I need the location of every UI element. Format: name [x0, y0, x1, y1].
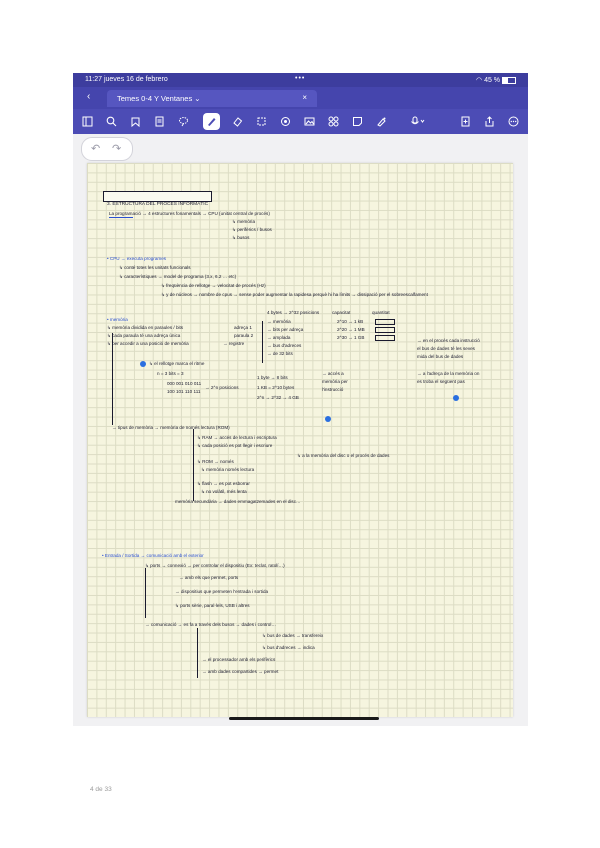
- note-line: memòria per: [322, 379, 348, 384]
- note-line: → registre: [223, 341, 245, 346]
- page-title: 3. ESTRUCTURA DEL PROCES INFORMÀTIC: [103, 191, 212, 202]
- back-icon[interactable]: ‹: [87, 91, 91, 102]
- shapes-icon[interactable]: [277, 113, 294, 130]
- share-icon[interactable]: [481, 113, 498, 130]
- note-line: → dispositius que permeten l'entrada i sortida: [175, 589, 269, 594]
- sticky-note-icon[interactable]: [349, 113, 366, 130]
- note-line: → tipus de memòria → memòria de només lectura (ROM): [112, 425, 230, 430]
- note-line: 2^30 → 1 GB: [337, 335, 365, 340]
- undo-icon[interactable]: ↶: [91, 143, 101, 155]
- note-line: ↳ y de núcleos → nombre de cpus → sense poder augmentar la rapidesa perquè hi ha límits → dissipació per el sobreescalfament: [161, 292, 428, 297]
- note-line: 1 KB = 2^10 bytes: [257, 385, 295, 390]
- add-page-icon[interactable]: [457, 113, 474, 130]
- note-line: → 2^n posicions: [205, 385, 239, 390]
- note-line: • CPU → executa programes: [107, 256, 167, 261]
- note-line: n = 3 bits = 3: [157, 371, 184, 376]
- diagram-box: [375, 335, 395, 341]
- note-line: → de 32 bits: [267, 351, 293, 356]
- note-line: ↳ a la memòria del disc o el procés de dades: [297, 453, 390, 458]
- underline-stroke: [109, 217, 133, 218]
- note-line: 100 101 110 111: [167, 389, 201, 394]
- diagram-box: [375, 319, 395, 325]
- battery-percent: 45 %: [484, 77, 501, 84]
- note-line: → amb els que permet, ports: [179, 575, 239, 580]
- note-line: ↳ bus d'adreces → indica: [262, 645, 315, 650]
- note-line: → a l'adreça de la memòria on: [417, 371, 480, 376]
- status-bar: [73, 73, 528, 87]
- note-line: → bits per adreça: [267, 327, 304, 332]
- status-time: 11:27 jueves 16 de febrero: [85, 76, 168, 83]
- wifi-icon: ◠: [476, 77, 483, 84]
- note-line: 1 byte → 8 bits: [257, 375, 288, 380]
- note-line: ↳ perifèrics / busos: [232, 227, 272, 232]
- bracket-stroke: [193, 429, 194, 501]
- bracket-stroke: [262, 321, 263, 363]
- undo-redo-control: [81, 137, 133, 161]
- note-line: → comunicació → es fa a través dels busos → dades i control…: [145, 622, 276, 627]
- note-line: el bus de dades té les seves: [417, 346, 475, 351]
- note-line: ↳ ROM → només: [197, 459, 234, 464]
- note-line: → amplada: [267, 335, 291, 340]
- note-line: ↳ freqüència de rellotge → velocitat de procés (Hz): [161, 283, 266, 288]
- notebook-page[interactable]: [87, 163, 513, 793]
- note-line: ↳ RAM → accés de lectura i escriptura: [197, 435, 277, 440]
- note-line: ↳ flash → es pot esborrar: [197, 481, 250, 486]
- note-line: ↳ característiques → model de programa (3.x, 6.2 … etc): [119, 274, 237, 279]
- note-line: ↳ bus de dades → transfereix: [262, 633, 324, 638]
- note-line: 4 bytes → 2^32 posicions: [267, 310, 320, 315]
- note-line: l'instrucció: [322, 387, 344, 392]
- home-indicator[interactable]: [229, 717, 379, 720]
- crop-icon[interactable]: [253, 113, 270, 130]
- blue-circle-mark: [453, 395, 459, 401]
- note-line: → el processador amb els perifèrics: [202, 657, 276, 662]
- note-line: ↳ cada posició es pot llegir i escriure: [197, 443, 273, 448]
- note-line: ↳ ports sèrie, paral·lels, USB i altres: [175, 603, 250, 608]
- eraser-icon[interactable]: [229, 113, 246, 130]
- note-line: ↳ busos: [232, 235, 250, 240]
- redo-icon[interactable]: ↷: [112, 143, 122, 155]
- note-line: ↳ no volàtil, més lenta: [201, 489, 247, 494]
- note-line: quantitat: [372, 310, 390, 315]
- tab-bar: [73, 87, 528, 109]
- battery-icon: [502, 77, 516, 84]
- note-line: 000 001 010 011: [167, 381, 202, 386]
- lasso-icon[interactable]: [175, 113, 192, 130]
- note-line: 2^20 → 1 MB: [337, 327, 365, 332]
- more-icon[interactable]: [505, 113, 522, 130]
- pen-icon[interactable]: [203, 113, 220, 130]
- sidebar-icon[interactable]: [79, 113, 96, 130]
- note-line: → memòria: [267, 319, 291, 324]
- note-line: ↳ per accedir a una posició de memòria: [107, 341, 189, 346]
- note-line: → accés a: [322, 371, 344, 376]
- note-line: ↳ memòria dividida en paraules / bits: [107, 325, 184, 330]
- note-line: → amb dades compartides → permet: [202, 669, 279, 674]
- close-icon[interactable]: ×: [302, 93, 307, 102]
- highlighter-icon[interactable]: [373, 113, 390, 130]
- status-right: [476, 76, 516, 84]
- note-line: ↳ memòria: [232, 219, 255, 224]
- note-line: ↳ ports → connexió → per controlar el dispositiu (Ex: teclat, ratolí…): [145, 563, 285, 568]
- tab-title: Temes 0-4 Y Ventanes ⌄: [117, 94, 201, 103]
- blue-circle-mark: [140, 361, 146, 367]
- note-line: ↳ cada paraula té una adreça única: [107, 333, 181, 338]
- blue-circle-mark: [325, 416, 331, 422]
- note-line: capacitat: [332, 310, 351, 315]
- tab-document[interactable]: [107, 90, 317, 107]
- note-line: La programació → 4 estructures fonamentals → CPU (unitat central de procés): [109, 211, 270, 216]
- diagram-box: [375, 327, 395, 333]
- microphone-icon[interactable]: [407, 113, 429, 130]
- note-line: ↳ conté totes les unitats funcionals: [119, 265, 191, 270]
- note-line: adreça 1: [234, 325, 252, 330]
- elements-icon[interactable]: [325, 113, 342, 130]
- note-line: memòria secundària → dades emmagatzemades en el disc…: [175, 499, 301, 504]
- page-counter: 4 de 33: [90, 786, 112, 793]
- note-line: 2^10 → 1 kB: [337, 319, 364, 324]
- note-line: mida del bus de dades: [417, 354, 464, 359]
- image-icon[interactable]: [301, 113, 318, 130]
- toolbar: [73, 109, 528, 134]
- status-date: jueves 16 de febrero: [103, 76, 168, 83]
- note-line: ↳ memòria només lectura: [201, 467, 255, 472]
- note-line: paraula 2: [234, 333, 254, 338]
- note-line: • memòria: [107, 317, 128, 322]
- note-line: → bus d'adreces: [267, 343, 302, 348]
- search-icon[interactable]: [103, 113, 120, 130]
- bracket-stroke: [112, 333, 113, 425]
- bracket-stroke: [145, 568, 146, 618]
- note-line: es troba el següent pas: [417, 379, 465, 384]
- note-line: ↳ el rellotge marca el ritme: [149, 361, 205, 366]
- bracket-stroke: [197, 628, 198, 678]
- document-icon[interactable]: [151, 113, 168, 130]
- note-line: • Entrada / Sortida → comunicació amb el exterior: [102, 553, 204, 558]
- bookmark-icon[interactable]: [127, 113, 144, 130]
- note-line: 2^n → 2^32 → 4 GB: [257, 395, 299, 400]
- multitask-dots[interactable]: •••: [295, 75, 306, 82]
- chevron-down-icon[interactable]: ⌄: [194, 94, 201, 103]
- note-line: → en el procés cada instrucció: [417, 338, 480, 343]
- tablet-screen: [73, 73, 528, 793]
